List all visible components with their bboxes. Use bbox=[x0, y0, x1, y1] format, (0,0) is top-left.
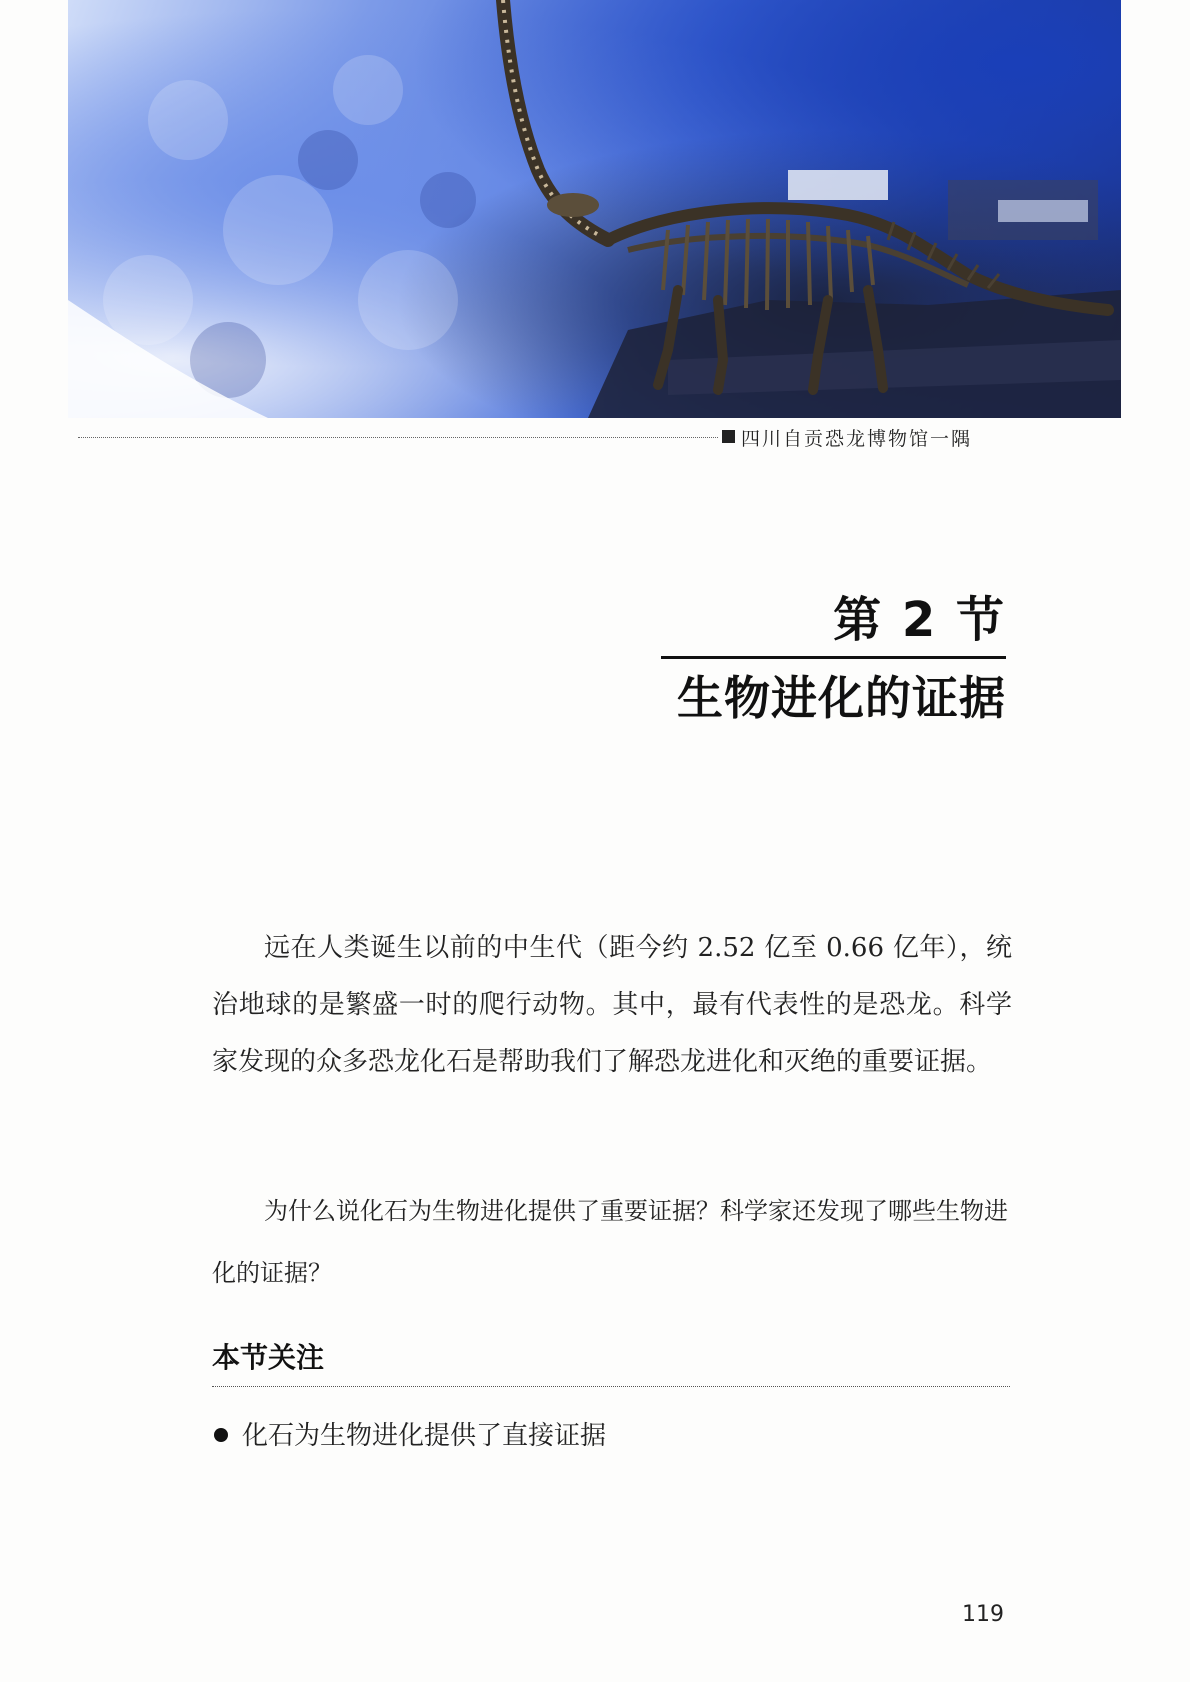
section-heading bbox=[661, 590, 1006, 727]
section-focus-heading: 本节关注 bbox=[212, 1341, 325, 1374]
page-number: 119 bbox=[962, 1602, 1004, 1627]
intro-paragraph: 远在人类诞生以前的中生代（距今约 2.52 亿至 0.66 亿年），统治地球的是繁盛一时的爬行动物。其中，最有代表性的是恐龙。科学家发现的众多恐龙化石是帮助我们了解恐龙进化和灭绝的重要证据。 bbox=[212, 933, 1012, 1077]
section-number: 第 2 节 bbox=[833, 592, 1006, 648]
caption-square-marker bbox=[722, 430, 735, 443]
caption-text: 四川自贡恐龙博物馆一隅 bbox=[741, 428, 973, 450]
section-focus-divider bbox=[212, 1386, 1010, 1387]
dinosaur-skeleton-illustration bbox=[68, 0, 1121, 418]
focus-list-item bbox=[214, 1415, 606, 1452]
guiding-question: 为什么说化石为生物进化提供了重要证据？科学家还发现了哪些生物进化的证据？ bbox=[212, 1197, 1008, 1287]
caption-divider bbox=[78, 437, 718, 438]
dinosaur-museum-photo bbox=[68, 0, 1121, 418]
bullet-icon bbox=[214, 1428, 228, 1442]
section-title-rule bbox=[661, 656, 1006, 659]
focus-item-text: 化石为生物进化提供了直接证据 bbox=[242, 1421, 607, 1451]
image-caption bbox=[78, 428, 1090, 468]
section-title: 生物进化的证据 bbox=[677, 671, 1006, 725]
